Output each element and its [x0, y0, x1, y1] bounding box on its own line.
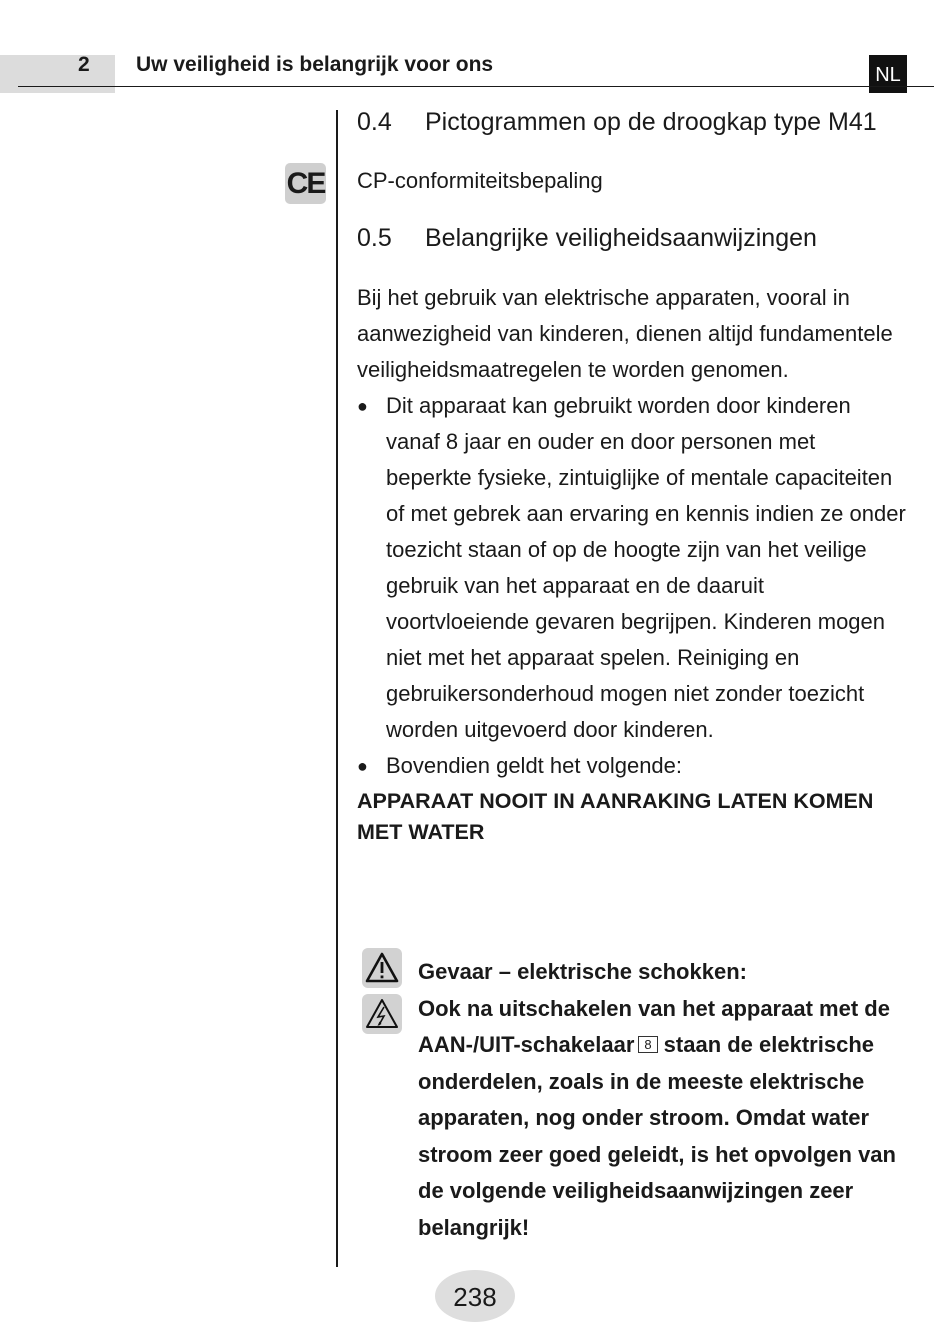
header-chapter-tab [0, 55, 115, 93]
list-item-text: Bovendien geldt het volgende: [386, 753, 683, 778]
section-heading-0-5 [357, 224, 907, 280]
danger-body-start: Ook na uitschakelen van het apparaat met de AAN-/UIT-schakelaar [418, 995, 890, 1057]
danger-body-end: staan de elektrische onderdelen, zoals in de meeste elektrische apparaten, nog onder stroom. Omdat water stroom zeer goed geleidt, is het opvolgen van de volgende veiligheidsaanwijzingen zeer belangrijk! [418, 1032, 896, 1240]
list-item [357, 388, 907, 748]
danger-text [418, 950, 917, 1246]
switch-reference-number: 8 [638, 1036, 657, 1053]
electric-shock-icon [362, 994, 402, 1034]
warning-triangle-icon [362, 948, 402, 988]
bullet-icon: ● [357, 396, 368, 416]
header-rule [18, 86, 934, 87]
page-number: 238 [435, 1270, 515, 1322]
header-title: Uw veiligheid is belangrijk voor ons [136, 53, 494, 76]
intro-paragraph: Bij het gebruik van elektrische apparaten, vooral in aanwezigheid van kinderen, dienen altijd fundamentele veiligheidsmaatregelen te worden genomen. [357, 285, 893, 382]
language-badge: NL [869, 55, 907, 93]
section-number: 0.4 [357, 108, 392, 136]
danger-title: Gevaar – elektrische schokken: [418, 959, 747, 984]
water-warning: APPARAAT NOOIT IN AANRAKING LATEN KOMEN MET WATER [357, 789, 874, 844]
ce-mark-icon: CE [285, 163, 326, 204]
margin-divider [336, 110, 338, 1267]
section-title: Pictogrammen op de droogkap type M41 [425, 108, 877, 136]
main-content [357, 108, 907, 848]
section-number: 0.5 [357, 224, 392, 252]
list-item-text: Dit apparaat kan gebruikt worden door kinderen vanaf 8 jaar en ouder en door personen met beperkte fysieke, zintuiglijke of mentale capaciteiten of met gebrek aan ervaring en kennis indien ze onder toezicht staan of op de hoogte zijn van het veilige gebruik van het apparaat en de daaruit voortvloeiende gevaren begrijpen. Kinderen mogen niet met het apparaat spelen. Reiniging en gebruikersonderhoud mogen niet zonder toezicht worden uitgevoerd door kinderen. [386, 393, 906, 742]
ce-description: CP-conformiteitsbepaling [357, 168, 603, 193]
chapter-number: 2 [78, 53, 90, 76]
list-item [357, 748, 907, 784]
bullet-icon: ● [357, 756, 368, 776]
danger-body [418, 991, 917, 1247]
section-title: Belangrijke veiligheidsaanwijzingen [425, 224, 817, 252]
section-heading-0-4 [357, 108, 907, 158]
danger-notice [357, 950, 917, 1246]
